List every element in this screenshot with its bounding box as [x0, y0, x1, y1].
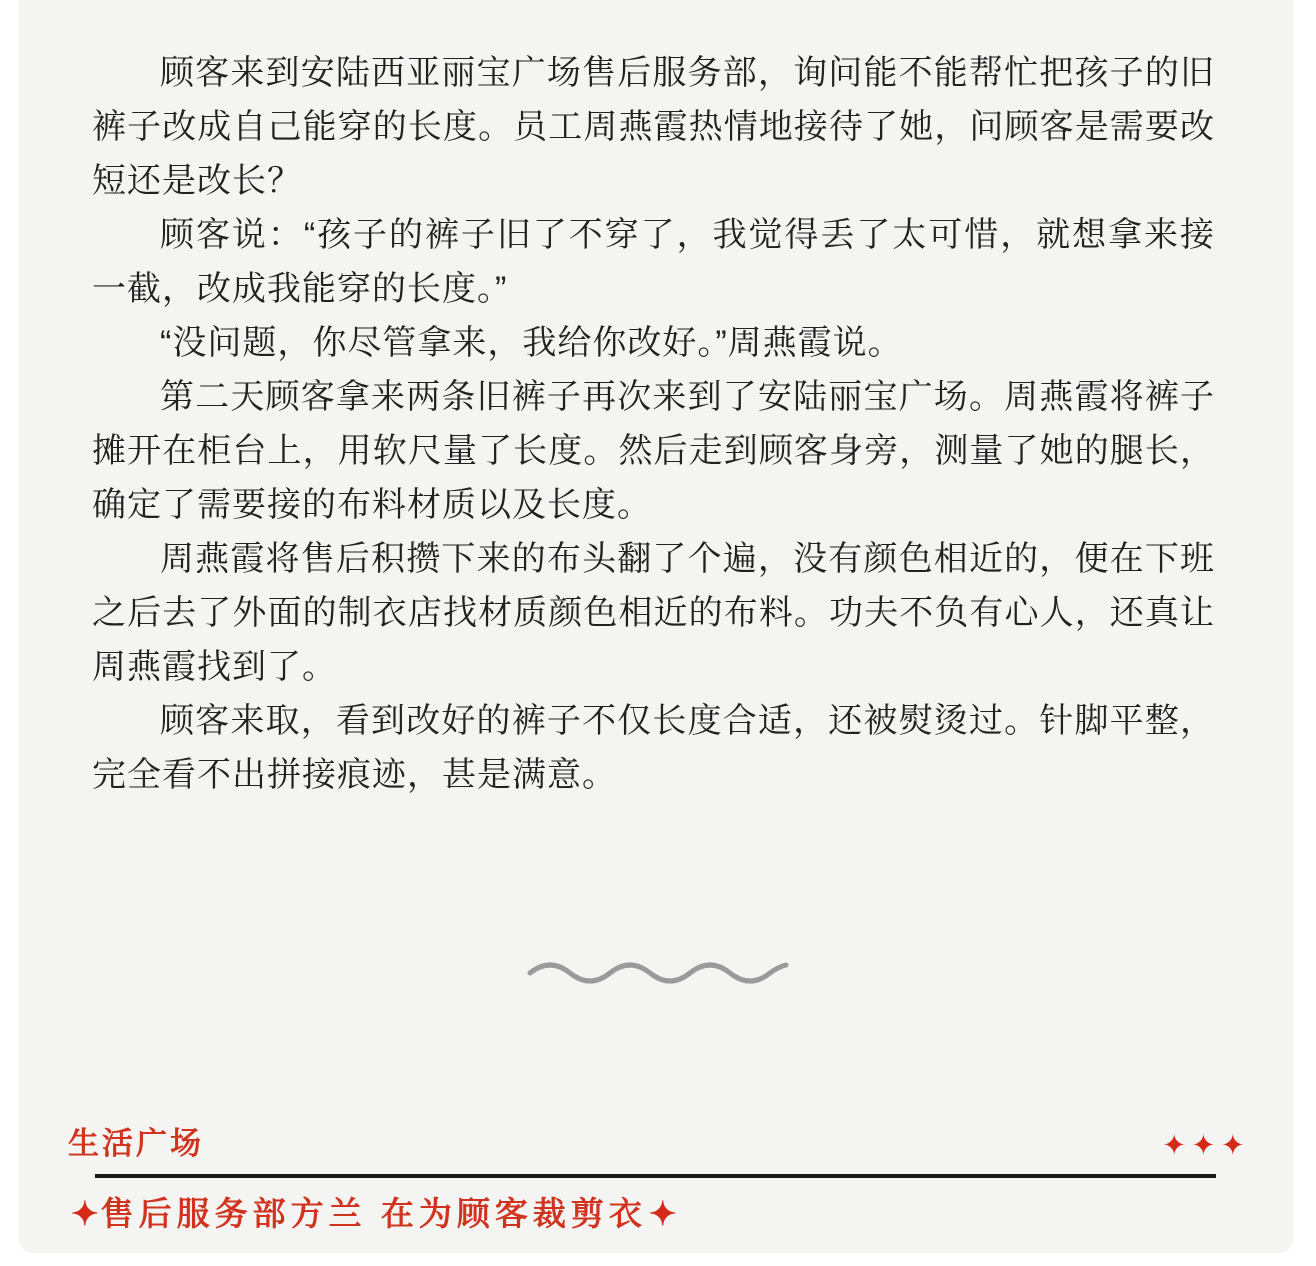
- section-label: 生活广场: [68, 1126, 204, 1161]
- article-paragraph: 顾客说：“孩子的裤子旧了不穿了，我觉得丢了太可惜，就想拿来接一截，改成我能穿的长度。”: [92, 216, 1215, 308]
- article-paragraph: 顾客来取，看到改好的裤子不仅长度合适，还被熨烫过。针脚平整，完全看不出拼接痕迹，甚是满意。: [92, 702, 1215, 794]
- article-card: [19, 0, 1293, 1253]
- article-paragraph: 顾客来到安陆西亚丽宝广场售后服务部，询问能不能帮忙把孩子的旧裤子改成自己能穿的长度。员工周燕霞热情地接待了她，问顾客是需要改短还是改长？: [92, 54, 1215, 200]
- wave-divider-icon: [527, 956, 789, 984]
- star-icon: ✦: [71, 1195, 99, 1232]
- article-paragraph: 周燕霞将售后积攒下来的布头翻了个遍，没有颜色相近的，便在下班之后去了外面的制衣店找材质颜色相近的布料。功夫不负有心人，还真让周燕霞找到了。: [92, 540, 1215, 686]
- article-paragraph: “没问题，你尽管拿来，我给你改好。”周燕霞说。: [160, 324, 903, 362]
- photo-caption: [69, 1188, 678, 1235]
- photo-caption-text: 售后服务部方兰 在为顾客裁剪衣: [100, 1195, 647, 1232]
- article-paragraph: 第二天顾客拿来两条旧裤子再次来到了安陆丽宝广场。周燕霞将裤子摊开在柜台上，用软尺量了长度。然后走到顾客身旁，测量了她的腿长，确定了需要接的布料材质以及长度。: [92, 378, 1215, 524]
- article-body: [92, 46, 1215, 802]
- section-divider-line: [95, 1174, 1216, 1178]
- stars-decoration-icon: ✦✦✦: [1162, 1130, 1250, 1162]
- star-icon: ✦: [648, 1195, 677, 1232]
